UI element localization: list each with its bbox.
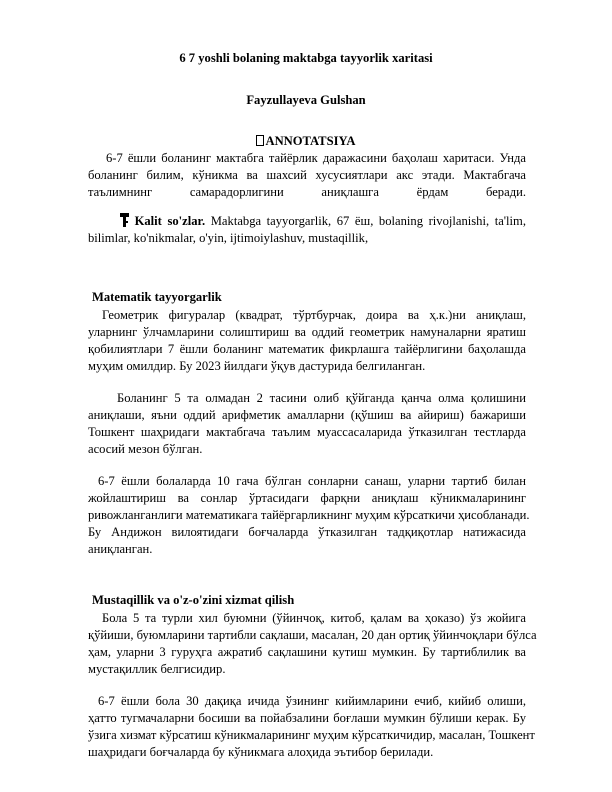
keywords-text: Maktabga tayyorgarlik, 67 ёш, bolaning rivojlanishi, ta'lim, <box>210 214 526 228</box>
annotation-line: 6-7 ёшли боланинг мактабга тайёрлик даражасини баҳолаш харитаси. Унда <box>106 151 526 165</box>
paragraph-line: Боланинг 5 та олмадан 2 тасини олиб қўйганда қанча олма қолишини <box>117 391 526 405</box>
author-name: Fayzullayeva Gulshan <box>246 93 366 107</box>
paragraph-line: ўзига хизмат кўрсатиш кўникмаларининг муҳим кўрсаткичидир, масалан, Тошкент <box>88 728 535 742</box>
document-title: 6 7 yoshli bolaning maktabga tayyorlik xaritasi <box>179 51 433 65</box>
annotation-line: таълимнинг самарадорлигини аниқлашга ёрдам беради. <box>88 185 526 199</box>
paragraph-line: қобилиятлари 7 ёшли боланинг математик фикрлашга тайёрлигини баҳолашда <box>88 342 526 356</box>
missing-glyph-icon <box>256 135 264 146</box>
paragraph-line: аниқлаши, яъни оддий арифметик амалларни (қўшиш ва айириш) бажариши <box>88 408 526 422</box>
section-heading: Mustaqillik va o'z-o'zini xizmat qilish <box>92 593 295 607</box>
section-heading: Matematik tayyorgarlik <box>92 290 222 304</box>
paragraph-line: 6-7 ёшли бола 30 дақиқа ичида ўзининг кийимларини ечиб, кийиб олиши, <box>98 694 526 708</box>
paragraph-line: ҳатто тугмачаларни босиши ва пойабзалини боғлаши мумкин бўлиши керак. Бу <box>88 711 526 725</box>
paragraph-line: муҳим омилдир. Бу 2023 йилдаги ўқув дастурида белгиланган. <box>88 359 426 373</box>
paragraph-line: 6-7 ёшли болаларда 10 гача бўлган сонларни санаш, уларни тартиб билан <box>98 474 526 488</box>
paragraph-line: ҳам, уларни 3 гуруҳга ажратиб сақлашини кутиш мумкин. Бу тартиблилик ва <box>88 645 526 659</box>
paragraph-line: жойлаштириш ва сонлар ўртасидаги фарқни аниқлаш кўникмаларининг <box>88 491 526 505</box>
paragraph-line: асосий мезон бўлган. <box>88 442 203 456</box>
key-icon <box>120 213 129 229</box>
paragraph-line: ривожланганлиги математикага тайёргарликнинг муҳим кўрсаткичи ҳисобланади. <box>88 508 530 522</box>
keywords-line: bilimlar, ko'nikmalar, o'yin, ijtimoiylashuv, mustaqillik, <box>88 231 369 245</box>
annotation-line: боланинг билим, кўникма ва шахсий хусусиятлари акс этади. Мактабгача <box>88 168 526 182</box>
paragraph-line: Бу Андижон вилоятидаги боғчаларда ўтказилган тадқиқотлар натижасида <box>88 525 526 539</box>
paragraph-line: уларнинг ўлчамларини солиштириш ва оддий геометрик намуналарни яратиш <box>88 325 526 339</box>
keywords-label: Kalit so'zlar. <box>134 214 206 228</box>
paragraph-line: шаҳридаги боғчаларда бу кўникмага алоҳида эътибор берилади. <box>88 745 434 759</box>
paragraph-line: Тошкент шаҳридаги мактабгача таълим муассасаларида ўтказилган тестларда <box>88 425 526 439</box>
paragraph-line: аниқланган. <box>88 542 153 556</box>
paragraph-line: қўйиши, буюмларини тартибли сақлаши, масалан, 20 дан ортиқ ўйинчоқлари бўлса <box>88 628 537 642</box>
paragraph-line: Геометрик фигуралар (квадрат, тўртбурчак, доира ва ҳ.к.)ни аниқлаш, <box>102 308 526 322</box>
keywords-line <box>120 213 526 229</box>
annotation-heading: ANNOTATSIYA <box>0 133 612 149</box>
paragraph-line: мустақиллик белгисидир. <box>88 662 226 676</box>
paragraph-line: Бола 5 та турли хил буюмни (ўйинчоқ, китоб, қалам ва ҳоказо) ўз жойига <box>102 611 526 625</box>
